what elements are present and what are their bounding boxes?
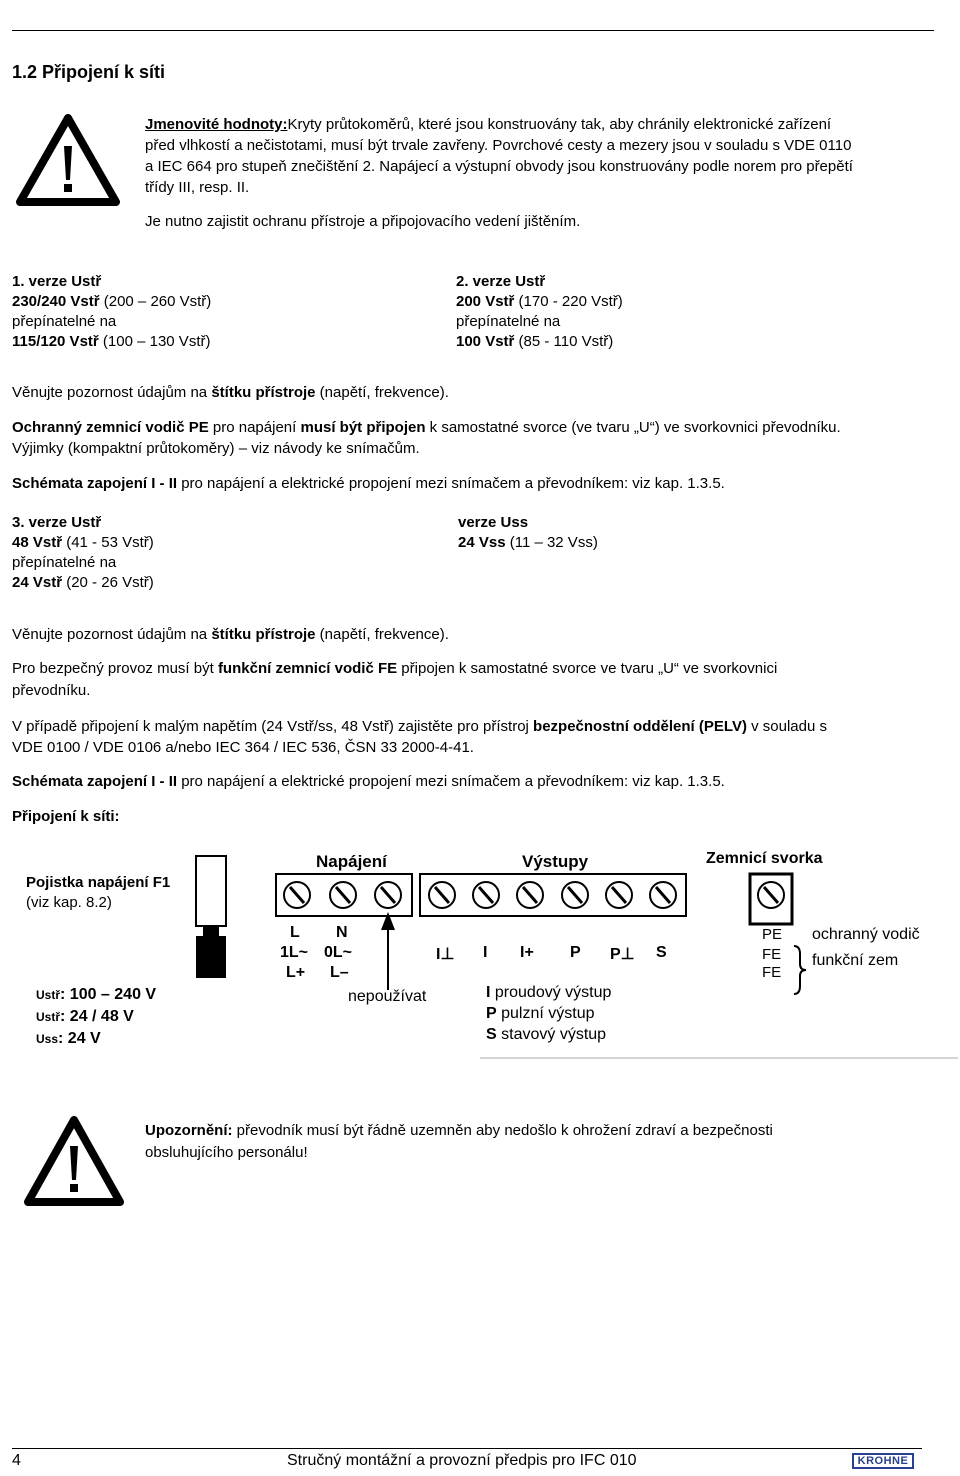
top-rule	[12, 30, 934, 31]
legend-P: P pulzní výstup	[486, 1005, 595, 1022]
warning-line-2: obsluhujícího personálu!	[145, 1144, 308, 1161]
version-2-block: 2. verze Ustř 200 Vstř (170 - 220 Vstř) přepínatelné na 100 Vstř (85 - 110 Vstř)	[456, 273, 623, 350]
term-L: L	[290, 924, 300, 941]
pe-line-2: Výjimky (kompaktní průtokoměry) – viz návody ke snímačům.	[12, 440, 420, 457]
page-number: 4	[12, 1452, 21, 1469]
v1-title: 1. verze Ustř	[12, 273, 102, 290]
fe-line-2: převodníku.	[12, 682, 91, 699]
voltage-3: Uss: 24 V	[36, 1030, 101, 1047]
wiring-diagram	[10, 840, 958, 1080]
vuss-title: verze Uss	[458, 514, 529, 531]
v2-title: 2. verze Ustř	[456, 273, 546, 290]
krohne-logo: KROHNE	[852, 1453, 914, 1469]
legend-S: S stavový výstup	[486, 1026, 607, 1043]
term-Lplus: L+	[286, 964, 306, 981]
schema-line-2: Schémata zapojení I - II pro napájení a elektrické propojení mezi snímačem a převodníkem: viz kap. 1.3.5.	[12, 773, 725, 790]
rated-line-4: třídy III, resp. II.	[145, 179, 250, 196]
schema-line-1: Schémata zapojení I - II pro napájení a elektrické propojení mezi snímačem a převodníkem: viz kap. 1.3.5.	[12, 475, 725, 492]
fuse-title: Pojistka napájení F1	[26, 874, 171, 891]
fe-label-1: FE	[762, 946, 782, 963]
section-heading: 1.2 Připojení k síti	[12, 62, 166, 82]
ground-header: Zemnicí svorka	[706, 850, 823, 867]
notice-line-1: Věnujte pozornost údajům na štítku přístroje (napětí, frekvence).	[12, 384, 449, 401]
connect-label: Připojení k síti:	[12, 808, 120, 825]
pe-label: PE	[762, 926, 783, 943]
pelv-line-2: VDE 0100 / VDE 0106 a/nebo IEC 364 / IEC 536, ČSN 33 2000-4-41.	[12, 739, 474, 756]
voltage-2: Ustř: 24 / 48 V	[36, 1008, 134, 1025]
out-Iperp: I⊥	[436, 946, 455, 963]
rated-line-2: před vlhkostí a nečistotami, musí být trvale zavřeny. Povrchové cesty a mezery jsou v souladu s VDE 0110	[145, 137, 852, 154]
version-uss-block: verze Uss 24 Vss (11 – 32 Vss)	[458, 514, 598, 551]
fe-label-2: FE	[762, 964, 782, 981]
notice-line-2: Věnujte pozornost údajům na štítku přístroje (napětí, frekvence).	[12, 626, 449, 643]
out-Iplus: I+	[520, 944, 534, 961]
v3-title: 3. verze Ustř	[12, 514, 102, 531]
warning-label: Upozornění:	[145, 1122, 233, 1139]
footer-rule	[12, 1448, 922, 1449]
pe-line-1: Ochranný zemnicí vodič PE pro napájení musí být připojen k samostatné svorce (ve tvaru „U“) ve svorkovnici převodníku.	[12, 419, 841, 436]
rated-line-5: Je nutno zajistit ochranu přístroje a připojovacího vedení jištěním.	[145, 213, 581, 230]
rated-label: Jmenovité hodnoty:	[145, 116, 288, 133]
term-Lminus: L–	[330, 964, 349, 981]
fuse-ref: (viz kap. 8.2)	[26, 894, 112, 911]
voltage-1: Ustř: 100 – 240 V	[36, 986, 157, 1003]
version-1-block: 1. verze Ustř 230/240 Vstř (200 – 260 Vstř) přepínatelné na 115/120 Vstř (100 – 130 Vstř)	[12, 273, 212, 350]
pe-desc: ochranný vodič	[812, 926, 920, 943]
term-0L: 0L~	[324, 944, 353, 961]
pelv-line-1: V případě připojení k malým napětím (24 Vstř/ss, 48 Vstř) zajistěte pro přístroj bezpečnostní oddělení (PELV) v souladu s	[12, 718, 827, 735]
fe-line-1: Pro bezpečný provoz musí být funkční zemnicí vodič FE připojen k samostatné svorce ve tvaru „U“ ve svorkovnici	[12, 660, 778, 677]
unused-label: nepoužívat	[348, 988, 427, 1005]
term-1L: 1L~	[280, 944, 309, 961]
fe-desc: funkční zem	[812, 952, 899, 969]
out-Pperp: P⊥	[610, 946, 635, 963]
legend-I: I proudový výstup	[486, 984, 612, 1001]
rated-line-3: a IEC 664 pro stupeň znečištění 2. Napájecí a výstupní obvody jsou konstruovány podle norem pro přepětí	[145, 158, 853, 175]
warning-line-1: Upozornění: převodník musí být řádně uzemněn aby nedošlo k ohrožení zdraví a bezpečnosti	[145, 1122, 773, 1139]
footer-title: Stručný montážní a provozní předpis pro IFC 010	[287, 1452, 637, 1469]
out-S: S	[656, 944, 667, 961]
outputs-header: Výstupy	[522, 852, 589, 871]
term-N: N	[336, 924, 348, 941]
power-header: Napájení	[316, 852, 387, 871]
out-P: P	[570, 944, 581, 961]
warning-triangle-icon-2	[22, 1114, 126, 1210]
version-3-block: 3. verze Ustř 48 Vstř (41 - 53 Vstř) přepínatelné na 24 Vstř (20 - 26 Vstř)	[12, 514, 154, 591]
rated-line-1: Jmenovité hodnoty:Kryty průtokoměrů, které jsou konstruovány tak, aby chránily elektronické zařízení	[145, 116, 832, 133]
warning-triangle-icon	[14, 112, 122, 210]
out-I: I	[483, 944, 488, 961]
